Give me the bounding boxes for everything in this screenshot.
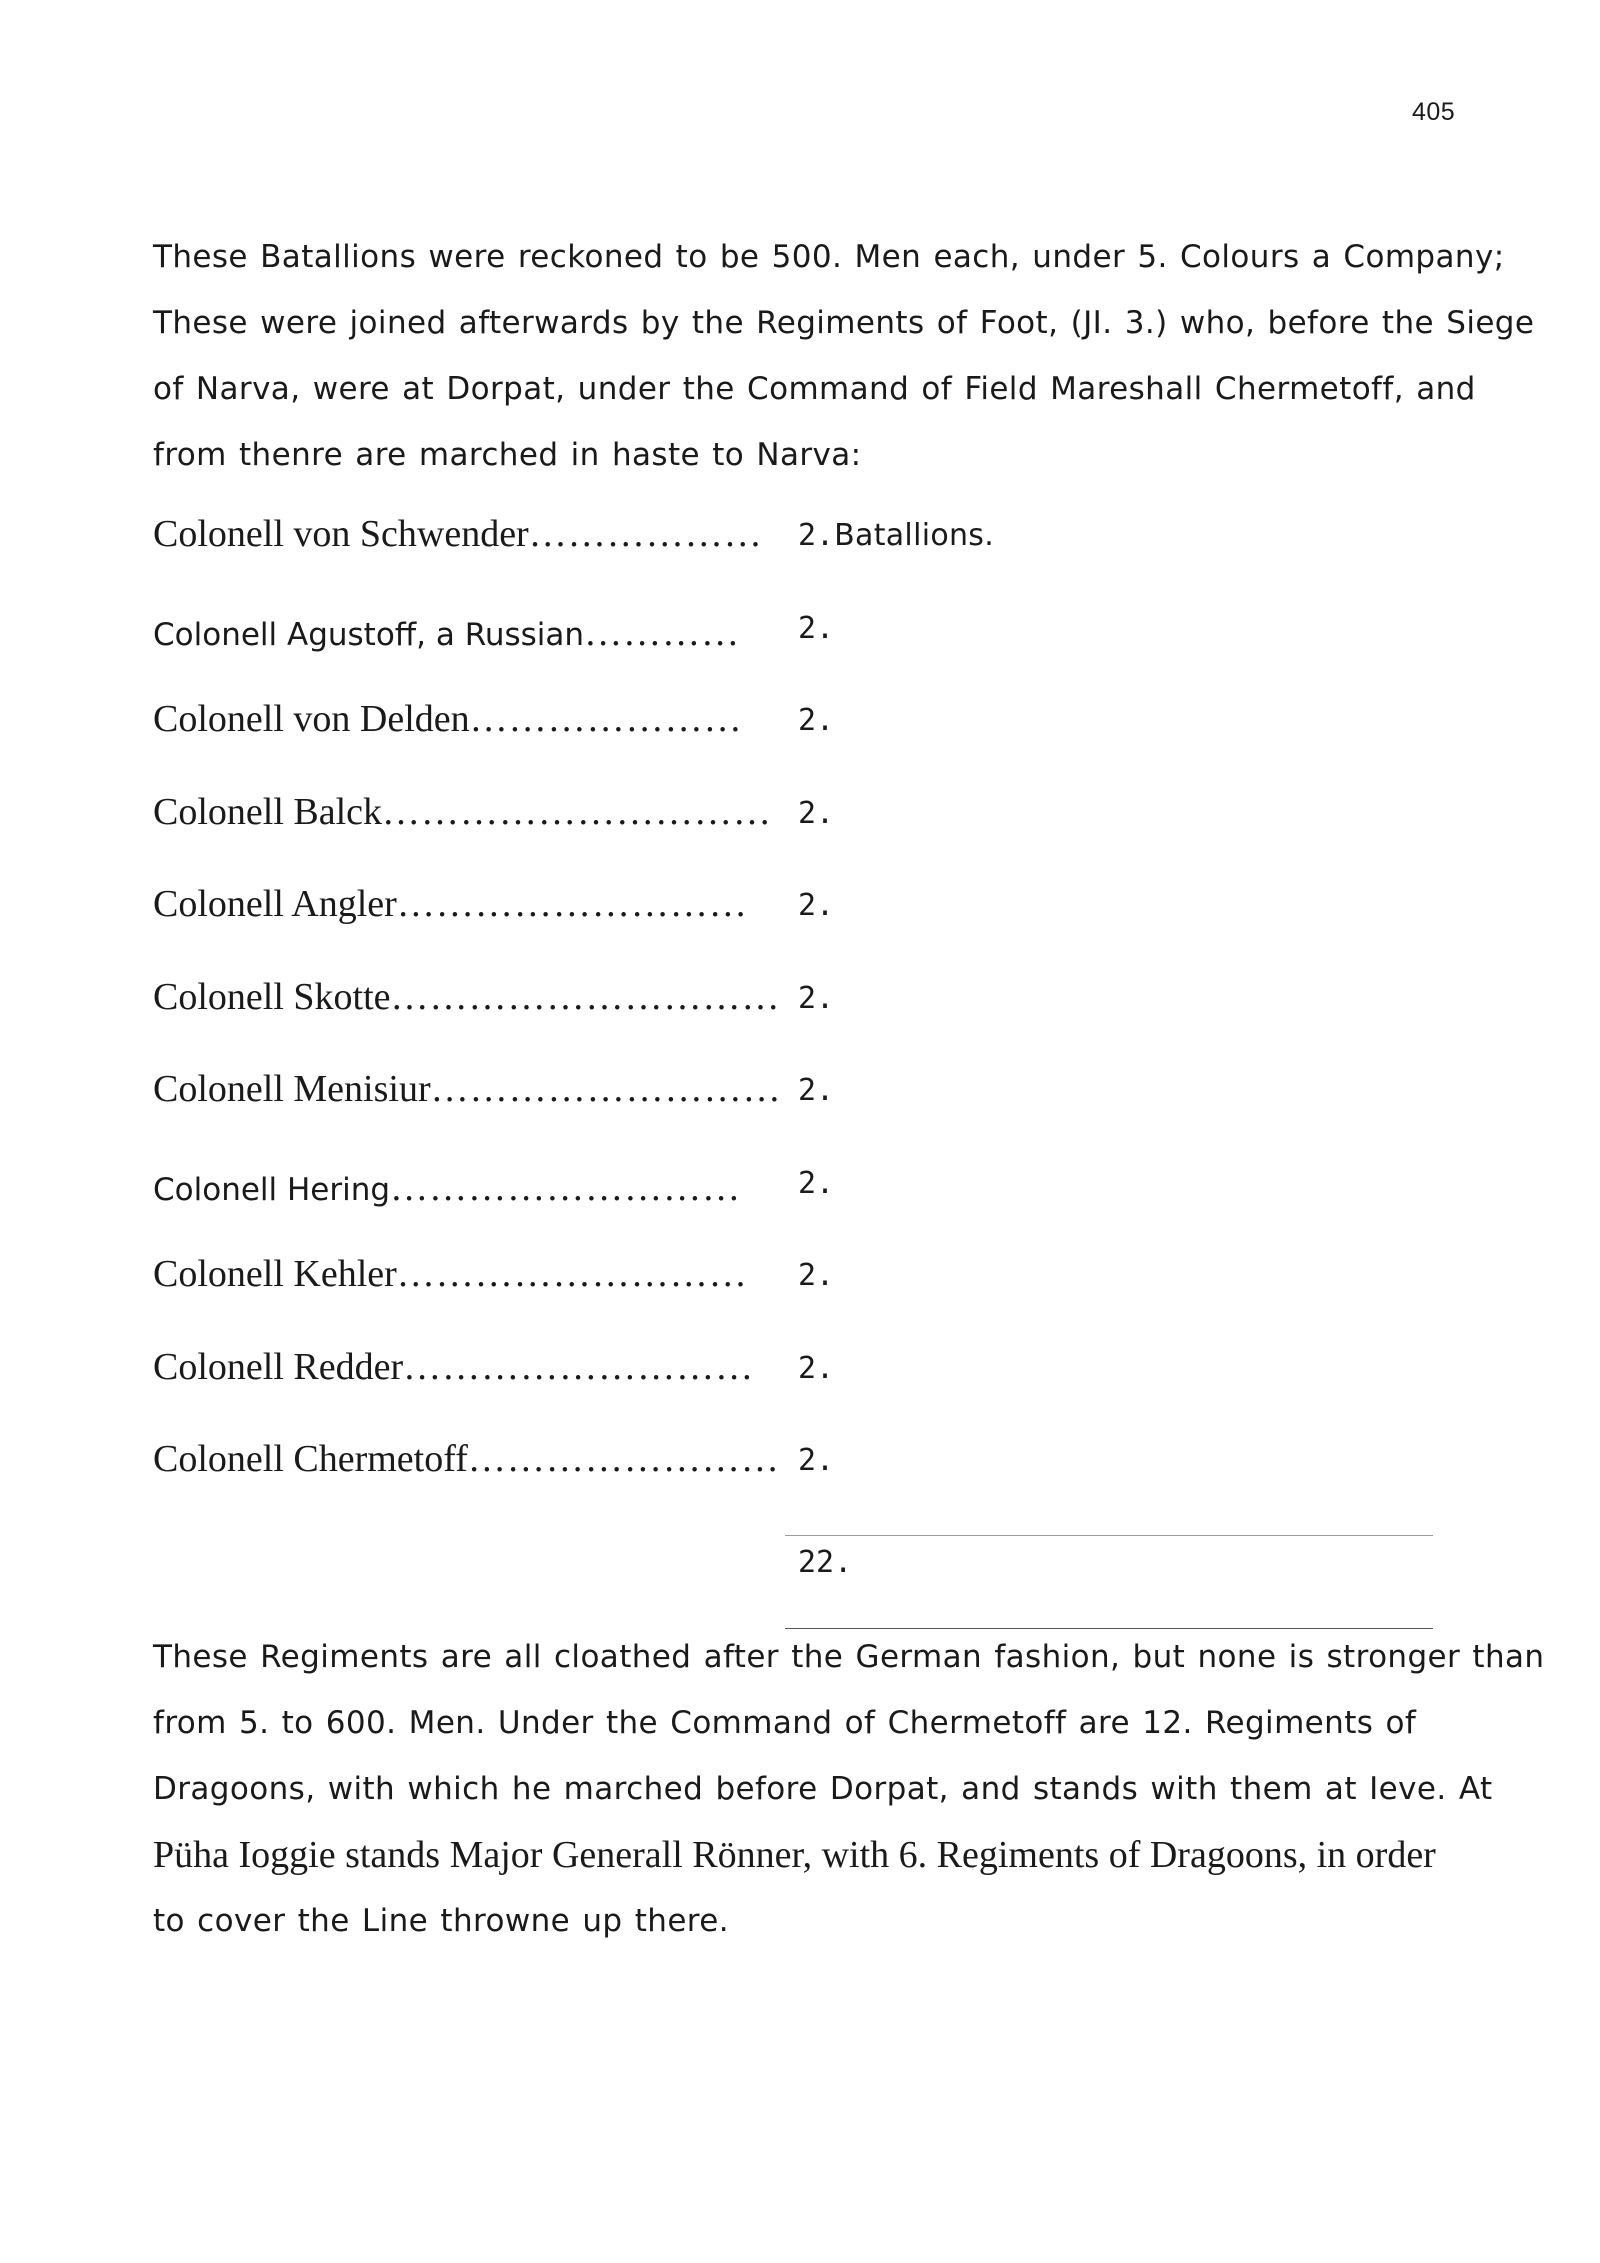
colonel-name: Colonell Balck………………………… — [153, 790, 773, 833]
batallion-count: 2. — [798, 1165, 835, 1201]
intro-line: These were joined afterwards by the Regiments of Foot, (JI. 3.) who, before the Siege — [153, 305, 1535, 341]
list-item — [153, 605, 1453, 698]
batallion-count: 2.Batallions. — [798, 518, 995, 553]
colonel-name: Colonell Kehler……………………… — [153, 1253, 748, 1295]
page-number: 405 — [1412, 98, 1456, 126]
list-item — [153, 1067, 1453, 1160]
total-rule-top — [785, 1535, 1433, 1536]
colonel-name: Colonell Hering……………………… — [153, 1166, 742, 1209]
intro-paragraph — [153, 224, 1535, 488]
batallion-count: 2. — [798, 795, 835, 831]
colonel-name: Colonell Menisiur……………………… — [153, 1068, 782, 1110]
colonel-name: Colonell Agustoff, a Russian………… — [153, 611, 741, 654]
list-item — [153, 1345, 1453, 1438]
batallion-count: 2. — [798, 888, 835, 923]
colonel-name: Colonell Redder……………………… — [153, 1345, 755, 1388]
closing-line: These Regiments are all cloathed after the German fashion, but none is stronger than — [153, 1639, 1545, 1675]
closing-line: from 5. to 600. Men. Under the Command of Chermetoff are 12. Regiments of — [153, 1705, 1417, 1741]
closing-paragraph — [153, 1624, 1545, 1954]
colonel-name: Colonell von Schwender……………… — [153, 513, 763, 555]
colonel-name: Colonell von Delden………………… — [153, 698, 743, 740]
batallion-total: 22. — [798, 1545, 853, 1580]
batallion-count: 2. — [798, 610, 835, 646]
list-item — [153, 790, 1453, 883]
list-item — [153, 975, 1453, 1068]
colonel-list — [153, 512, 1453, 1530]
batallion-count: 2. — [798, 980, 835, 1016]
intro-line: of Narva, were at Dorpat, under the Command of Field Mareshall Chermetoff, and — [153, 371, 1476, 407]
colonel-name: Colonell Skotte………………………… — [153, 975, 781, 1018]
closing-line: Püha Ioggie stands Major Generall Rönner, with 6. Regiments of Dragoons, in order — [153, 1834, 1436, 1876]
batallion-count: 2. — [798, 1258, 835, 1293]
colonel-name: Colonell Chermetoff…………………… — [153, 1438, 780, 1480]
list-item — [153, 882, 1453, 975]
intro-line: These Batallions were reckoned to be 500. Men each, under 5. Colours a Company; — [153, 239, 1505, 275]
closing-line: to cover the Line throwne up there. — [153, 1903, 729, 1939]
batallion-count: 2. — [798, 703, 835, 738]
list-item — [153, 1160, 1453, 1253]
batallion-count: 2. — [798, 1073, 835, 1108]
batallion-count: 2. — [798, 1443, 835, 1478]
colonel-name: Colonell Angler……………………… — [153, 883, 748, 925]
intro-line: from thenre are marched in haste to Narva: — [153, 437, 862, 473]
list-item — [153, 512, 1453, 605]
list-item — [153, 1437, 1453, 1530]
closing-line: Dragoons, with which he marched before Dorpat, and stands with them at Ieve. At — [153, 1771, 1493, 1807]
batallion-unit: Batallions. — [834, 518, 995, 553]
batallion-count: 2. — [798, 1350, 835, 1386]
list-item — [153, 1252, 1453, 1345]
list-item — [153, 697, 1453, 790]
